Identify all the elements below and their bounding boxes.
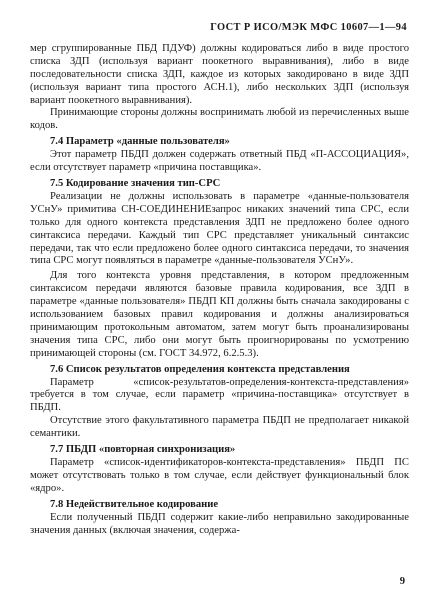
paragraph: Отсутствие этого факультативного параметра ПБДП не предполагает никакой семантики. (30, 415, 409, 440)
paragraph: Если полученный ПБДП содержит какие-либо неправильно закодированные значения данных (включая значения, содержа- (30, 511, 409, 536)
paragraph: Принимающие стороны должны воспринимать любой из перечисленных выше кодов. (30, 107, 409, 132)
paragraph: Для того контекста уровня представления, в котором предложенным синтаксисом передачи являются базовые правила кодирования, все ЗДП в параметре «данные пользователя» ПБДП КП должны быть сначала закодированы с использованием базовых правил кодирования и должны анализироваться принимающим протокольным автоматом, затем могут быть проанализированы значения типа СРС, либо они могут быть проигнорированы по усмотрению принимающей стороны (см. ГОСТ 34.972, 6.2.5.3). (30, 270, 409, 359)
paragraph: Параметр «список-результатов-определения-контекста-представления» требуется в том случае, если параметр «причина-поставщика» отсутствует в ПБДП. (30, 376, 409, 414)
section-heading-7-7: 7.7 ПБДП «повторная синхронизация» (50, 444, 236, 456)
section-heading-7-4: 7.4 Параметр «данные пользователя» (50, 136, 230, 148)
paragraph: Этот параметр ПБДП должен содержать ответный ПБД «П-АССОЦИАЦИЯ», если отсутствует параметр «причина поставщика». (30, 149, 409, 174)
paragraph: Параметр «список-идентификаторов-контекста-представления» ПБДП ПС может отсутствовать только в том случае, если действует функциональный блок «ядро». (30, 457, 409, 494)
running-header: ГОСТ Р ИСО/МЭК МФС 10607—1—94 (210, 22, 407, 33)
paragraph: Реализации не должны использовать в параметре «данные-пользователя УСнУ» примитива СН-СОЕДИНЕНИЕзапрос никаких значений типа СРС, если только для одного контекста представления ЗДП не предложено более одного синтаксиса передачи. Каждый тип СРС представляет уникальный синтаксис передачи, так что если предложено более одного синтаксиса передачи, то значения типа СРС могут появляться в параметре «данные-пользователя УСнУ». (30, 190, 409, 267)
page-number: 9 (399, 576, 405, 588)
section-heading-7-5: 7.5 Кодирование значения тип-СРС (50, 177, 221, 189)
section-heading-7-8: 7.8 Недействительное кодирование (50, 498, 219, 510)
paragraph: мер сгруппированные ПБД ПДУФ) должны кодироваться либо в виде простого списка ЗДП (используя вариант поокетного выравнивания), либо в виде последовательности списка ЗДП, каждое из которых закодировано в виде ЗДП (используя вариант типа простого АСН.1), либо нескольких ЗДП (используя вариант поокетного выравнивания). (30, 42, 409, 106)
section-heading-7-6: 7.6 Список результатов определения контекста представления (50, 363, 350, 375)
